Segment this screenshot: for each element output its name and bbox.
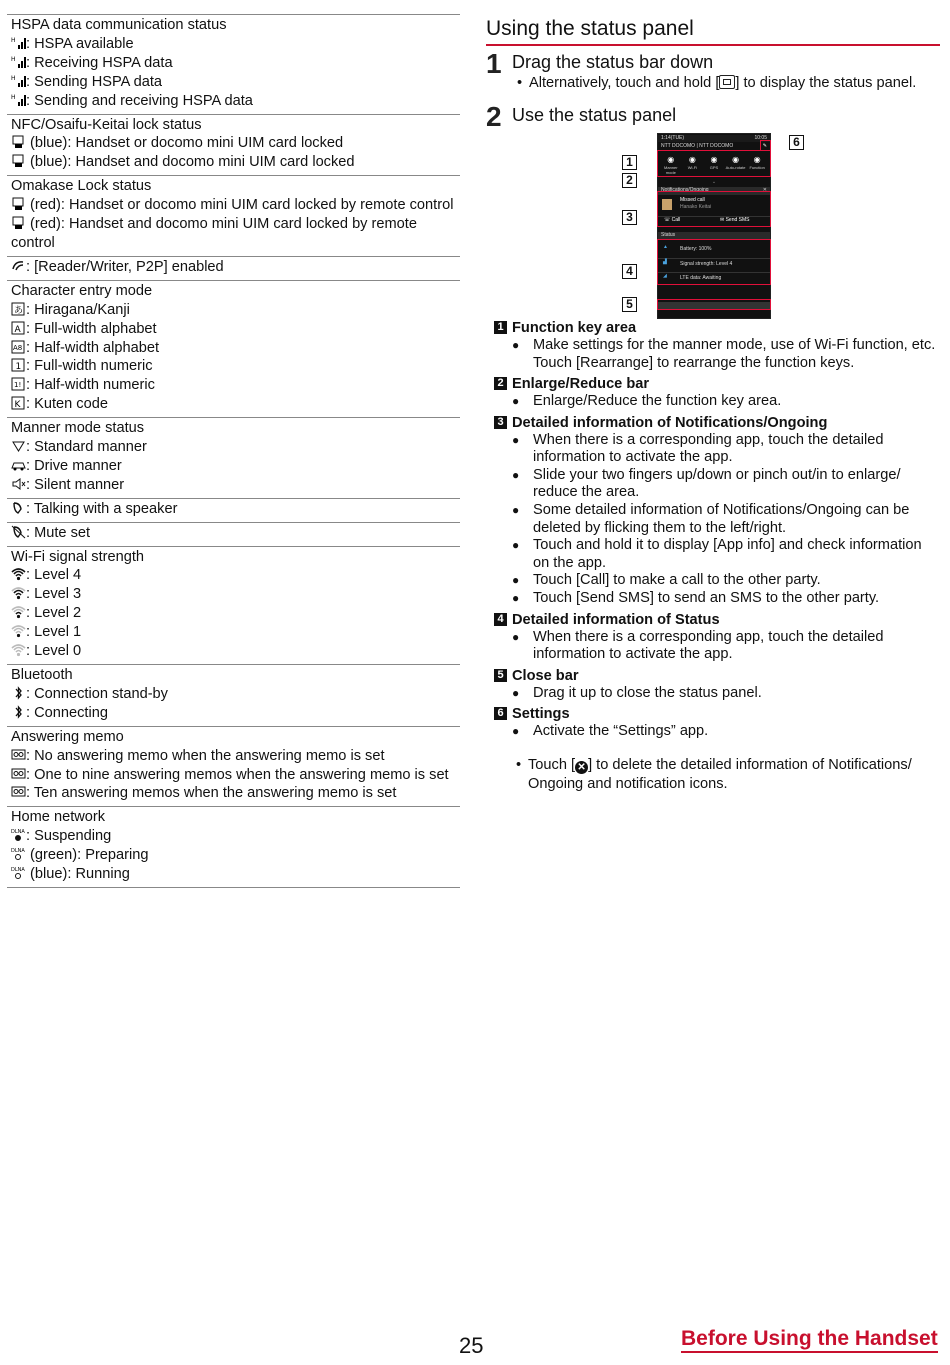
- status-row: [11, 215, 460, 253]
- status-row: [11, 438, 460, 457]
- svg-text:H: H: [11, 55, 16, 63]
- status-row: [11, 623, 460, 642]
- item-title: Function key area: [512, 319, 637, 336]
- status-row: [11, 301, 460, 320]
- signal-text: Signal strength: Level 4: [680, 260, 733, 267]
- function-key-label: Manner mode: [664, 164, 678, 175]
- table-section: [7, 14, 460, 114]
- bullet-item: ● Drag it up to close the status panel.: [512, 685, 940, 703]
- step-1: [486, 50, 940, 93]
- item-title: Close bar: [512, 667, 579, 684]
- status-row: [11, 476, 460, 495]
- status-row: [11, 357, 460, 376]
- recent-apps-key-icon: [719, 75, 735, 89]
- section-heading: Bluetooth: [11, 667, 73, 683]
- description-item: [486, 611, 940, 664]
- item-number-badge: 2: [494, 377, 507, 390]
- callout-5: 5: [622, 297, 637, 312]
- status-time: 10:05: [754, 134, 767, 141]
- home-network-green-icon: [11, 847, 26, 861]
- status-description: : No answering memo when the answering memo is set: [26, 747, 385, 764]
- section-heading: Manner mode status: [11, 420, 145, 437]
- status-description: : Suspending: [26, 828, 112, 845]
- answering-memo-some-icon: [11, 767, 26, 781]
- status-description: : Mute set: [26, 524, 91, 541]
- status-description: : Drive manner: [26, 457, 122, 474]
- svg-text:DLNA: DLNA: [11, 829, 25, 836]
- svg-text:H: H: [11, 74, 16, 82]
- status-description: (blue): Handset or docomo mini UIM card locked: [26, 135, 344, 152]
- enlarge-reduce-bar[interactable]: ⌄: [711, 178, 717, 185]
- hspa-available-icon: [11, 36, 26, 50]
- item-number-badge: 6: [494, 707, 507, 720]
- notification-highlight: [657, 191, 771, 227]
- wifi-level-0-icon: [11, 643, 26, 657]
- status-row: [11, 585, 460, 604]
- callout-2: 2: [622, 173, 637, 188]
- status-row: [11, 685, 460, 704]
- status-row: [11, 376, 460, 395]
- status-description: (blue): Running: [26, 866, 130, 883]
- callout-6: 6: [789, 135, 804, 150]
- touch-note: [486, 756, 940, 794]
- bullet-item: ● When there is a corresponding app, touch the detailed information to activate the app.: [512, 432, 940, 467]
- status-row: [11, 73, 460, 92]
- wifi-level-2-icon: [11, 605, 26, 619]
- status-row: [11, 524, 460, 543]
- status-description: : Level 1: [26, 624, 82, 641]
- bullet-list: [512, 685, 940, 703]
- lte-text: LTE data: Awaiting: [680, 274, 722, 281]
- status-row: [11, 846, 460, 865]
- close-bar-highlight: [657, 299, 771, 310]
- kuten-icon: [11, 396, 26, 410]
- description-item: [486, 705, 940, 741]
- hiragana-icon: [11, 302, 26, 316]
- status-row: [11, 395, 460, 414]
- home-network-blue-icon: [11, 866, 26, 880]
- bullet-list: [512, 432, 940, 608]
- bullet-list: [512, 337, 940, 372]
- status-description: : Half-width numeric: [26, 377, 155, 394]
- status-description: : HSPA available: [26, 35, 134, 52]
- svg-text:1!: 1!: [14, 381, 22, 390]
- function-key-icon: ◉: [667, 154, 675, 164]
- hspa-sending-icon: [11, 74, 26, 88]
- status-panel-screenshot: [486, 131, 940, 319]
- title-rule: [486, 44, 940, 46]
- drive-manner-icon: [11, 458, 26, 472]
- signal-icon: ▟: [663, 258, 667, 265]
- status-row: [11, 134, 460, 153]
- omakase-lock-red-icon: [11, 197, 26, 211]
- status-description: : Kuten code: [26, 396, 108, 413]
- svg-text:DLNA: DLNA: [11, 848, 25, 855]
- missed-call-text: Missed call: [680, 196, 705, 203]
- bullet-list: [512, 723, 940, 741]
- table-section: [7, 806, 460, 888]
- full-alpha-icon: [11, 321, 26, 335]
- status-row: [11, 500, 460, 519]
- status-row: [11, 747, 460, 766]
- close-icon[interactable]: ✕: [762, 186, 767, 193]
- status-description: : Level 3: [26, 586, 82, 603]
- description-item: [486, 375, 940, 411]
- carrier-name: NTT DOCOMO | NTT DOCOMO: [661, 142, 734, 149]
- bullet-item: ● Touch [Call] to make a call to the other party.: [512, 572, 940, 590]
- status-icon-table: [7, 14, 460, 888]
- bullet-item: ● Make settings for the manner mode, use of Wi-Fi function, etc. Touch [Rearrange] to rearrange the function keys.: [512, 337, 940, 372]
- svg-text:H: H: [11, 36, 16, 44]
- status-description: (blue): Handset and docomo mini UIM card locked: [26, 154, 355, 171]
- status-panel-section: [486, 14, 940, 794]
- status-description: : Full-width alphabet: [26, 320, 157, 337]
- function-key-icon: ◉: [710, 154, 718, 164]
- status-row: [11, 258, 460, 277]
- send-sms-label: Send SMS: [725, 216, 750, 223]
- wifi-level-1-icon: [11, 624, 26, 638]
- table-section: [7, 280, 460, 417]
- function-key-icon: ◉: [732, 154, 740, 164]
- call-action[interactable]: ☏ Call: [664, 216, 681, 223]
- step-title: Drag the status bar down: [512, 52, 714, 72]
- item-number-badge: 3: [494, 416, 507, 429]
- status-row: [11, 35, 460, 54]
- function-key-label: Function: [749, 164, 765, 170]
- status-row: [11, 320, 460, 339]
- table-section: [7, 256, 460, 280]
- svg-text:A8: A8: [13, 343, 23, 352]
- full-numeric-icon: [11, 358, 26, 372]
- hspa-receiving-icon: [11, 55, 26, 69]
- item-heading: [497, 375, 940, 393]
- section-heading: NFC/Osaifu-Keitai lock status: [11, 116, 202, 133]
- status-description: : Sending and receiving HSPA data: [26, 92, 253, 109]
- callout-4: 4: [622, 264, 637, 279]
- status-description: : Connecting: [26, 704, 108, 721]
- omakase-lock-red-icon: [11, 216, 26, 230]
- item-heading: [497, 319, 940, 337]
- status-description: : Receiving HSPA data: [26, 54, 173, 71]
- status-row: [11, 766, 460, 785]
- item-number-badge: 4: [494, 613, 507, 626]
- silent-manner-icon: [11, 477, 26, 491]
- section-title: Using the status panel: [486, 17, 694, 40]
- hspa-send-receive-icon: [11, 93, 26, 107]
- bullet-item: ● Some detailed information of Notifications/Ongoing can be deleted by flicking them to the left/right.: [512, 502, 940, 537]
- status-row: [11, 196, 460, 215]
- status-row: [11, 457, 460, 476]
- bluetooth-connecting-icon: [11, 705, 26, 719]
- status-description: : Hiragana/Kanji: [26, 301, 130, 318]
- status-bar: [658, 135, 770, 142]
- status-row: [11, 642, 460, 661]
- item-heading: [497, 705, 940, 723]
- notif-header-text: Notifications/Ongoing: [661, 186, 709, 193]
- status-description: : Silent manner: [26, 476, 125, 493]
- bullet-item: ● When there is a corresponding app, touch the detailed information to activate the app.: [512, 629, 940, 664]
- delete-x-icon: ✕: [575, 761, 588, 774]
- section-heading: Wi-Fi signal strength: [11, 548, 145, 565]
- bullet-item: ● Activate the “Settings” app.: [512, 723, 940, 741]
- function-key-icon: ◉: [688, 154, 696, 164]
- description-item: [486, 414, 940, 608]
- item-heading: [497, 667, 940, 685]
- bullet-list: [512, 393, 940, 411]
- step-title: Use the status panel: [512, 104, 677, 125]
- nfc-lock-blue-icon: [11, 135, 26, 149]
- wifi-level-3-icon: [11, 586, 26, 600]
- description-item: [486, 319, 940, 372]
- status-description: : Level 4: [26, 567, 82, 584]
- step-number: 2: [486, 100, 502, 132]
- function-key-label: Auto-rotate: [725, 164, 746, 170]
- bullet-item: ● Enlarge/Reduce the function key area.: [512, 393, 940, 411]
- item-number-badge: 5: [494, 669, 507, 682]
- section-heading: Omakase Lock status: [11, 178, 152, 195]
- function-key-label: Wi-Fi: [687, 164, 698, 170]
- callout-3: 3: [622, 210, 637, 225]
- status-description: : Connection stand-by: [26, 685, 168, 702]
- battery-icon: ▲: [663, 243, 668, 250]
- status-description: : Half-width alphabet: [26, 339, 160, 356]
- status-header-text: Status: [661, 231, 676, 238]
- step-note: [512, 74, 940, 93]
- note-text-before: Alternatively, touch and hold [: [529, 75, 720, 91]
- status-row: [11, 865, 460, 884]
- status-row: [11, 704, 460, 723]
- bullet-item: ● Touch and hold it to display [App info] and check information on the app.: [512, 537, 940, 572]
- step-number: 1: [486, 48, 502, 79]
- standard-manner-icon: [11, 439, 26, 453]
- bluetooth-standby-icon: [11, 686, 26, 700]
- svg-text:1: 1: [15, 362, 22, 373]
- reader-writer-icon: [11, 259, 26, 273]
- svg-text:H: H: [11, 93, 16, 101]
- status-description: : One to nine answering memos when the answering memo is set: [26, 766, 449, 783]
- item-number-badge: 1: [494, 321, 507, 334]
- note-text-after: ] to display the status panel.: [735, 75, 917, 91]
- status-description: : Ten answering memos when the answering memo is set: [26, 785, 397, 802]
- status-row: [11, 566, 460, 585]
- status-description: : Talking with a speaker: [26, 500, 178, 517]
- table-section: [7, 546, 460, 664]
- status-description: : [Reader/Writer, P2P] enabled: [26, 258, 224, 275]
- status-row: [11, 784, 460, 803]
- status-description: (red): Handset and docomo mini UIM card locked by remote control: [11, 216, 417, 251]
- status-row: [11, 827, 460, 846]
- wifi-level-4-icon: [11, 567, 26, 581]
- table-section: [7, 175, 460, 256]
- table-section: [7, 114, 460, 176]
- table-section: [7, 664, 460, 726]
- call-label: Call: [671, 216, 681, 223]
- function-key-icon: ◉: [753, 154, 761, 164]
- lte-icon: ◢: [663, 272, 667, 279]
- bullet-list: [512, 629, 940, 664]
- item-title: Detailed information of Status: [512, 611, 720, 628]
- description-list: [486, 319, 940, 741]
- section-heading: Character entry mode: [11, 282, 153, 299]
- status-description: : Full-width numeric: [26, 358, 153, 375]
- item-heading: [497, 414, 940, 432]
- table-section: [7, 417, 460, 498]
- status-row: [11, 153, 460, 172]
- touch-note-before: Touch [: [528, 757, 576, 773]
- half-numeric-icon: [11, 377, 26, 391]
- svg-text:A: A: [14, 324, 21, 335]
- home-network-suspend-icon: [11, 828, 26, 842]
- function-key-label: GPS: [709, 164, 719, 170]
- svg-text:K: K: [14, 400, 21, 411]
- status-row: [11, 92, 460, 111]
- section-heading: Home network: [11, 809, 106, 826]
- status-description: (red): Handset or docomo mini UIM card locked by remote control: [26, 197, 454, 214]
- battery-text: Battery: 100%: [680, 245, 712, 252]
- table-section: [7, 522, 460, 546]
- status-row: [11, 604, 460, 623]
- answering-memo-none-icon: [11, 748, 26, 762]
- bullet-item: ● Slide your two fingers up/down or pinch out/in to enlarge/ reduce the area.: [512, 467, 940, 502]
- section-heading: Answering memo: [11, 728, 124, 745]
- status-row: [11, 339, 460, 358]
- bullet-item: ● Touch [Send SMS] to send an SMS to the other party.: [512, 590, 940, 608]
- description-item: [486, 667, 940, 703]
- svg-text:DLNA: DLNA: [11, 867, 25, 874]
- page-number: 25: [459, 1333, 484, 1358]
- table-section: [7, 726, 460, 807]
- function-key-highlight: [657, 150, 771, 177]
- svg-text:あ: あ: [14, 304, 24, 315]
- section-heading: HSPA data communication status: [11, 17, 227, 33]
- item-title: Detailed information of Notifications/Ongoing: [512, 414, 828, 431]
- status-date: 1:14(TUE): [661, 134, 685, 141]
- status-description: : Standard manner: [26, 439, 147, 456]
- status-row: [11, 54, 460, 73]
- item-heading: [497, 611, 940, 629]
- table-section: [7, 498, 460, 522]
- step-2: [486, 100, 940, 132]
- status-description: : Sending HSPA data: [26, 73, 163, 90]
- mute-icon: [11, 525, 26, 539]
- speaker-icon: [11, 501, 26, 515]
- status-highlight: [657, 239, 771, 285]
- nfc-lock-blue-icon: [11, 154, 26, 168]
- item-title: Settings: [512, 706, 570, 723]
- answering-memo-ten-icon: [11, 785, 26, 799]
- status-description: : Level 0: [26, 643, 82, 660]
- half-alpha-icon: [11, 340, 26, 354]
- item-title: Enlarge/Reduce bar: [512, 376, 650, 393]
- caller-name: Hanako Keitai: [680, 203, 712, 210]
- callout-1: 1: [622, 155, 637, 170]
- settings-highlight: [760, 140, 771, 151]
- status-description: (green): Preparing: [26, 847, 149, 864]
- send-sms-action[interactable]: ✉ Send SMS: [720, 216, 750, 223]
- settings-icon[interactable]: ✎: [762, 142, 767, 149]
- status-description: : Level 2: [26, 605, 82, 622]
- touch-note-after: ] to delete the detailed information of Notifications/ Ongoing and notification icons.: [528, 757, 912, 792]
- chapter-title: Before Using the Handset: [681, 1327, 938, 1353]
